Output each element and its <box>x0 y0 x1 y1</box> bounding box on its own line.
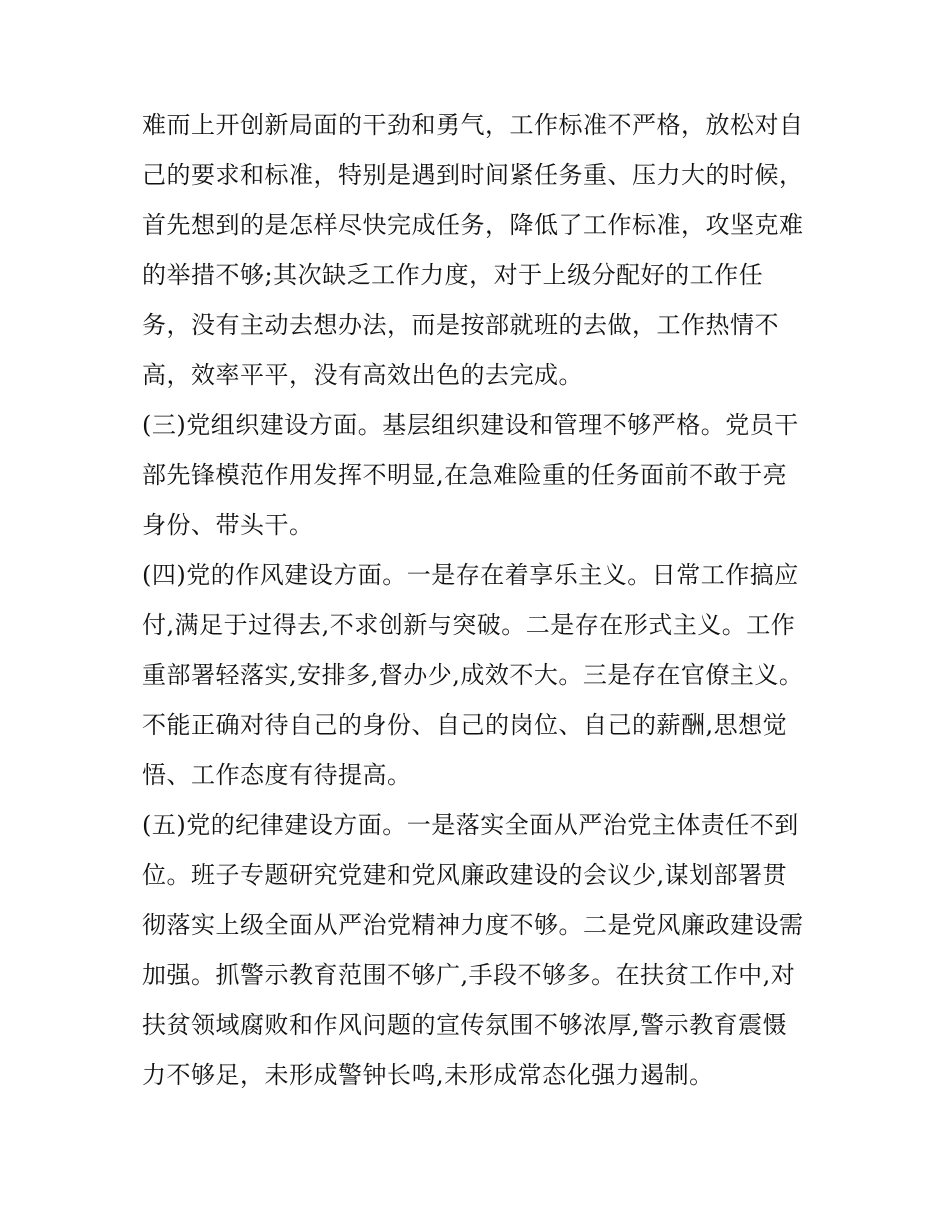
text-line: 彻落实上级全面从严治党精神力度不够。二是党风廉政建设需 <box>142 911 804 939</box>
text-line: 位。班子专题研究党建和党风廉政建设的会议少,谋划部署贯 <box>142 861 788 889</box>
body-text <box>142 100 842 1100</box>
text-line: 付,满足于过得去,不求创新与突破。二是存在形式主义。工作 <box>142 611 796 639</box>
text-line: 身份、带头干。 <box>142 511 314 539</box>
text-line: 的举措不够;其次缺乏工作力度，对于上级分配好的工作任 <box>142 261 764 289</box>
section-heading-line: (四)党的作风建设方面。一是存在着享乐主义。日常工作搞应 <box>142 561 799 589</box>
text-line: 首先想到的是怎样尽快完成任务，降低了工作标准，攻坚克难 <box>142 211 804 239</box>
text-line: 高，效率平平，没有高效出色的去完成。 <box>142 361 583 389</box>
text-line: 扶贫领域腐败和作风问题的宣传氛围不够浓厚,警示教育震慑 <box>142 1011 788 1039</box>
text-line: 力不够足，未形成警钟长鸣,未形成常态化强力遏制。 <box>142 1061 714 1089</box>
text-line: 难而上开创新局面的干劲和勇气，工作标准不严格，放松对自 <box>142 111 804 139</box>
text-line: 重部署轻落实,安排多,督办少,成效不大。三是存在官僚主义。 <box>142 661 804 689</box>
text-line: 部先锋模范作用发挥不明显,在急难险重的任务面前不敢于亮 <box>142 461 788 489</box>
text-line: 务，没有主动去想办法，而是按部就班的去做，工作热情不 <box>142 311 779 339</box>
text-line: 不能正确对待自己的身份、自己的岗位、自己的薪酬,思想觉 <box>142 711 788 739</box>
section-heading-line: (三)党组织建设方面。基层组织建设和管理不够严格。党员干 <box>142 411 799 439</box>
text-line: 加强。抓警示教育范围不够广,手段不够多。在扶贫工作中,对 <box>142 961 796 989</box>
section-heading-line: (五)党的纪律建设方面。一是落实全面从严治党主体责任不到 <box>142 811 799 839</box>
text-line: 己的要求和标准，特别是遇到时间紧任务重、压力大的时候， <box>142 161 804 189</box>
text-line: 悟、工作态度有待提高。 <box>142 761 412 789</box>
